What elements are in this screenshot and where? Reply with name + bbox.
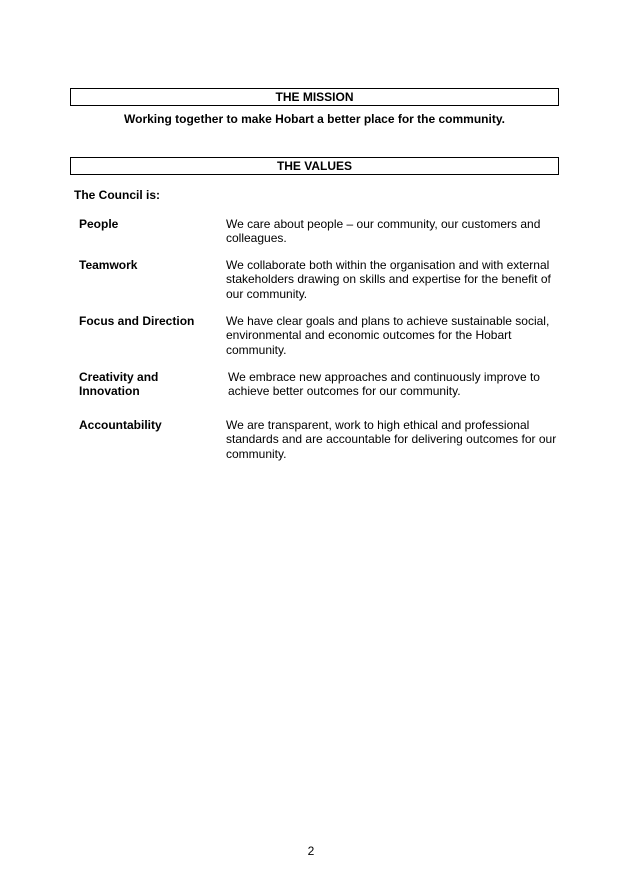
council-intro: The Council is:: [74, 188, 161, 202]
value-description: We collaborate both within the organisation and with external stakeholders drawing on skills and expertise for the benefit of our community.: [226, 258, 551, 301]
value-description: We embrace new approaches and continuously improve to achieve better outcomes for our community.: [228, 370, 540, 399]
value-name: People: [79, 217, 119, 231]
value-name: Teamwork: [79, 258, 138, 272]
value-description: We care about people – our community, our customers and colleagues.: [226, 217, 541, 246]
value-name: Focus and Direction: [79, 314, 195, 328]
mission-statement: Working together to make Hobart a better place for the community.: [124, 112, 505, 126]
mission-heading: THE MISSION: [70, 88, 559, 106]
value-name: Accountability: [79, 418, 162, 432]
value-description: We have clear goals and plans to achieve sustainable social, environmental and economic outcomes for the Hobart community.: [226, 314, 550, 357]
value-description: We are transparent, work to high ethical and professional standards and are accountable for delivering outcomes for our community.: [226, 418, 557, 461]
page-number: 2: [307, 844, 315, 858]
value-name: Creativity and Innovation: [79, 370, 159, 399]
values-heading: THE VALUES: [70, 157, 559, 175]
